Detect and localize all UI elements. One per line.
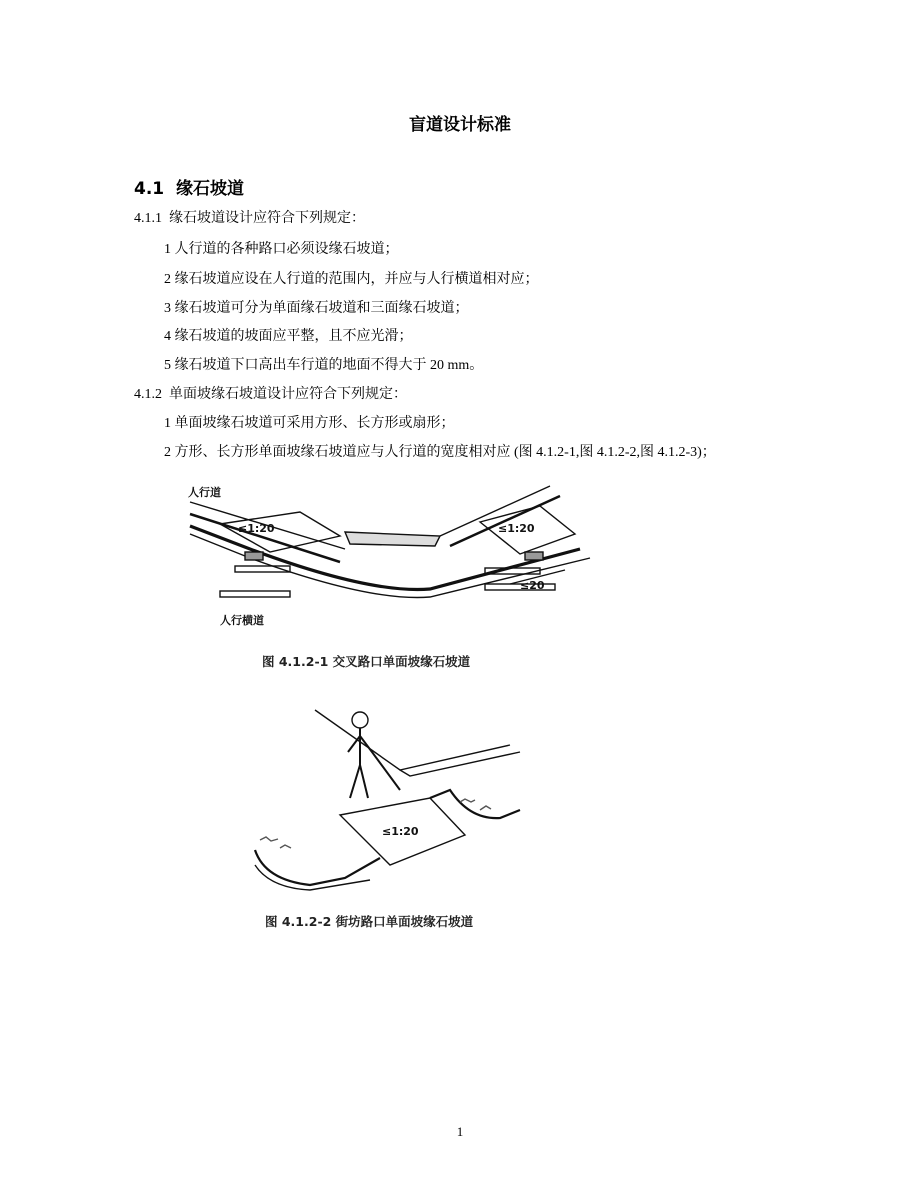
figure-caption: 图 4.1.2-2 街坊路口单面坡缘石坡道 (265, 914, 474, 929)
list-item: 2 缘石坡道应设在人行道的范围内，并应与人行横道相对应； (164, 272, 539, 287)
list-item: 1 单面坡缘石坡道可采用方形、长方形或扇形； (164, 416, 455, 431)
list-item: 3 缘石坡道可分为单面缘石坡道和三面缘石坡道； (164, 301, 469, 316)
section-heading (134, 174, 244, 199)
clause-4-1-1 (134, 207, 365, 227)
page-number: 1 (456, 1124, 464, 1139)
clause-number: 4.1.1 (134, 211, 162, 226)
label-slope-left: ≤1:20 (238, 522, 275, 535)
label-height: ≤20 (520, 579, 545, 592)
figure-intersection-curb-ramp (180, 474, 620, 674)
clause-text: 单面坡缘石坡道设计应符合下列规定： (169, 387, 407, 402)
list-item: 2 方形、长方形单面坡缘石坡道应与人行道的宽度相对应 (图 4.1.2-1,图 4.1.2-2,图 4.1.2-3)； (164, 445, 716, 460)
label-slope-right: ≤1:20 (498, 522, 535, 535)
list-item: 5 缘石坡道下口高出车行道的地面不得大于 20 mm。 (164, 358, 484, 373)
figure-block-entrance-curb-ramp (250, 690, 620, 935)
list-item: 4 缘石坡道的坡面应平整，且不应光滑； (164, 329, 413, 344)
label-crosswalk: 人行横道 (220, 614, 264, 627)
clause-4-1-2 (134, 383, 407, 403)
clause-number: 4.1.2 (134, 387, 162, 402)
section-title: 缘石坡道 (175, 179, 244, 199)
label-sidewalk: 人行道 (188, 486, 221, 499)
section-number: 4.1 (134, 179, 165, 199)
label-slope: ≤1:20 (382, 825, 419, 838)
clause-text: 缘石坡道设计应符合下列规定： (169, 211, 365, 226)
figure-caption: 图 4.1.2-1 交叉路口单面坡缘石坡道 (262, 654, 471, 669)
page-title: 盲道设计标准 (409, 115, 511, 135)
list-item: 1 人行道的各种路口必须设缘石坡道； (164, 242, 399, 257)
